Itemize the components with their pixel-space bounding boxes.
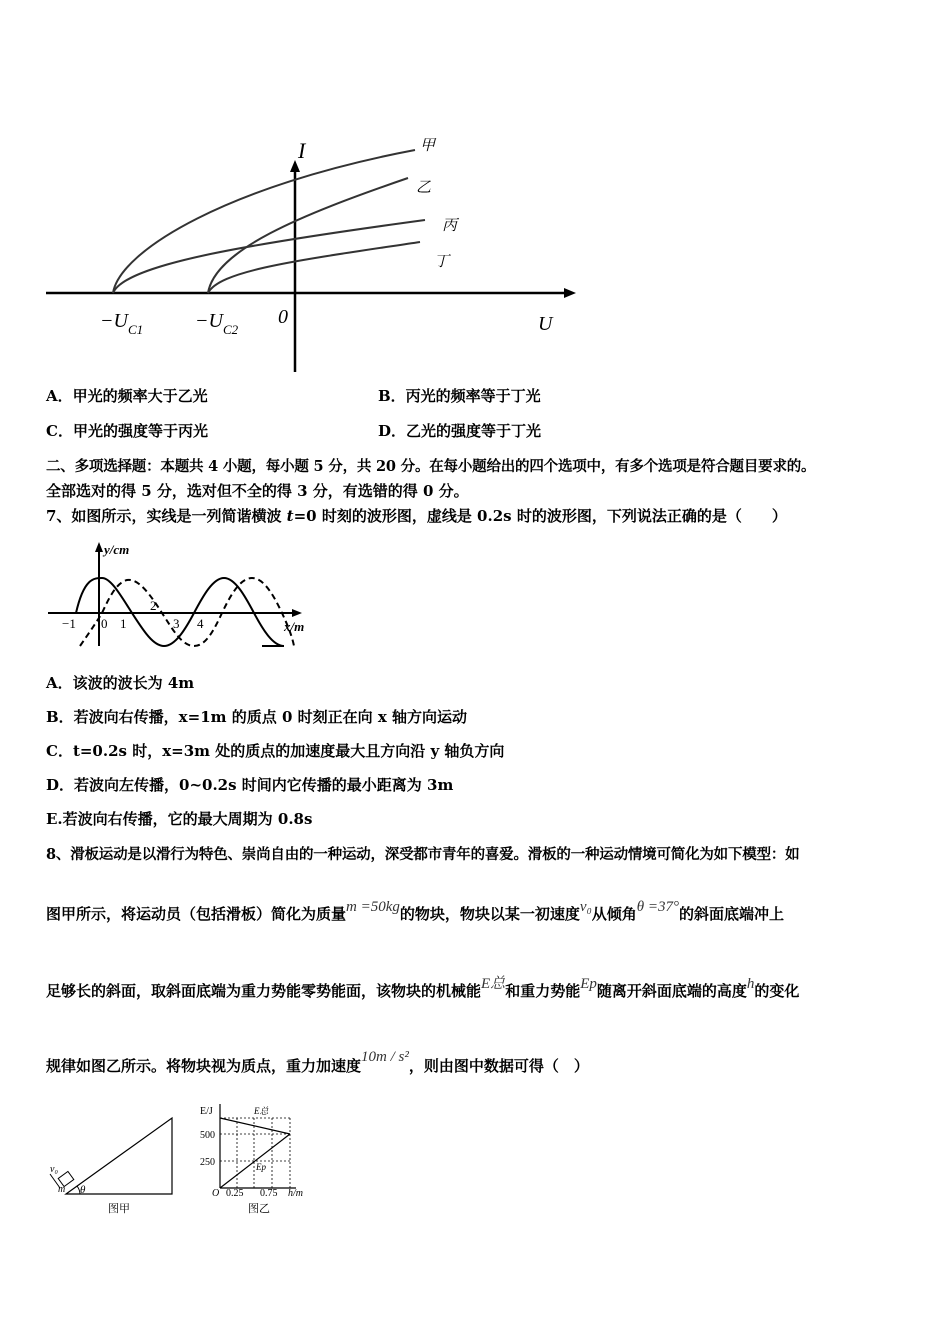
theta-label: θ [80, 1184, 86, 1196]
tick-neg1: −1 [62, 616, 76, 631]
q7-stem: 7、如图所示，实线是一列简谐横波 t=0 时刻的波形图，虚线是 0.2s 时的波形图，下列说法正确的是（ ） [46, 507, 787, 525]
tick-250: 250 [200, 1157, 215, 1168]
ep-formula: Ep [580, 976, 597, 992]
e-total-line [220, 1118, 290, 1134]
origin-o: O [212, 1188, 220, 1199]
m-label: m [58, 1184, 66, 1195]
g-formula: 10m / s² [361, 1049, 409, 1065]
mass-formula: m =50kg [346, 899, 400, 915]
wave-graph [44, 538, 324, 648]
y-label: y/cm [104, 542, 130, 557]
x-axis-arrow [292, 609, 302, 617]
curve-jia [113, 150, 415, 293]
curve-ding [208, 242, 420, 293]
tick-4: 4 [197, 616, 204, 631]
curve-label-jia: 甲 [420, 138, 436, 154]
q8-line3: 足够长的斜面，取斜面底端为重力势能零势能面，该物块的机械能E总和重力势能Ep随离开斜面底端的高度h的变化 [46, 976, 800, 1000]
q8-line4: 规律如图乙所示。将物块视为质点，重力加速度10m / s²，则由图中数据可得（ ） [46, 1049, 589, 1075]
tick-2: 2 [150, 598, 157, 613]
q6-option-b: B．丙光的频率等于丁光 [378, 387, 541, 405]
q7-option-a: A．该波的波长为 4m [46, 674, 195, 692]
caption-jia: 图甲 [108, 1203, 130, 1215]
curve-label-yi: 乙 [416, 180, 432, 196]
q7-option-e: E.若波向右传播，它的最大周期为 0.8s [46, 810, 313, 828]
q7-option-d: D．若波向左传播，0~0.2s 时间内它传播的最小距离为 3m [46, 776, 454, 794]
iu-graph [40, 130, 600, 375]
v0-label: v₀ [50, 1164, 58, 1175]
tick-3: 3 [173, 616, 180, 631]
x-label: x/m [284, 619, 305, 634]
e-axis-label: E/J [200, 1106, 213, 1117]
section2-line2: 全部选对的得 5 分，选对但不全的得 3 分，有选错的得 0 分。 [46, 482, 469, 500]
curve-label-bing: 丙 [442, 218, 458, 234]
theta-formula: θ =37° [636, 899, 680, 915]
e-total-label: E总 [254, 1106, 269, 1116]
uc1-label: $-U_{C1}$ [100, 310, 144, 337]
e-total-formula: E总 [481, 976, 506, 992]
q7-option-b: B．若波向右传播，x=1m 的质点 0 时刻正在向 x 轴方向运动 [46, 708, 467, 726]
incline-figure [44, 1108, 184, 1218]
section2-line1: 二、多项选择题：本题共 4 小题，每小题 5 分，共 20 分。在每小题给出的四个选项中，有多个选项是符合题目要求的。 [46, 458, 816, 475]
curve-bing [113, 220, 425, 293]
y-axis-arrow [95, 542, 103, 552]
h-formula: h [746, 976, 755, 992]
tick-0: 0 [101, 616, 108, 631]
u-axis-arrow [564, 288, 576, 298]
curve-label-ding: 丁 [434, 254, 450, 270]
h-axis-label: h/m [288, 1188, 303, 1199]
q8-line2: 图甲所示，将运动员（包括滑板）简化为质量m =50kg的物块，物块以某一初速度v₀从倾角θ =37°的斜面底端冲上 [46, 899, 785, 923]
q8-line1: 8、滑板运动是以滑行为特色、崇尚自由的一种运动，深受都市青年的喜爱。滑板的一种运动情境可简化为如下模型：如 [46, 846, 800, 863]
tick-500: 500 [200, 1130, 215, 1141]
uc2-label: $-U_{C2}$ [195, 310, 239, 337]
q6-option-a: A．甲光的频率大于乙光 [46, 387, 208, 405]
v0-formula: v₀ [579, 899, 592, 915]
tick-025: 0.25 [226, 1188, 244, 1199]
i-axis-label: I [298, 138, 306, 163]
ep-label: Ep [256, 1162, 266, 1172]
caption-yi: 图乙 [248, 1203, 270, 1215]
incline [66, 1118, 172, 1194]
ep-line [220, 1134, 290, 1188]
q6-option-d: D．乙光的强度等于丁光 [378, 422, 542, 440]
tick-075: 0.75 [260, 1188, 278, 1199]
energy-graph [196, 1100, 316, 1218]
tick-1: 1 [120, 616, 127, 631]
origin-label: 0 [278, 306, 288, 328]
u-axis-label: U [538, 313, 553, 335]
q7-option-c: C．t=0.2s 时，x=3m 处的质点的加速度最大且方向沿 y 轴负方向 [46, 742, 505, 760]
q6-option-c: C．甲光的强度等于丙光 [46, 422, 208, 440]
